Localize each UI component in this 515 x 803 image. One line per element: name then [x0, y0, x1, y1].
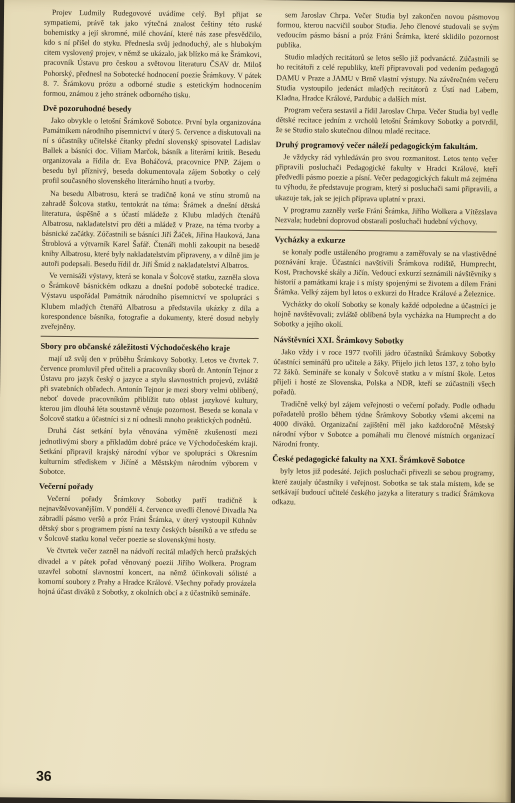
paragraph: Studio mladých recitátorů se letos sešlo již podvanácté. Zúčastnili se ho recitátoři z celé republiky, kteří připravovali pod vedením pedagogů DAMU v Praze a JAMU v Brně vlastní výstupy. Na závěrečném večeru Studia vystoupilo jedenáct mladých recitátorů z Ústí nad Labem, Kladna, Hradce Králové, Pardubic a dalších míst. — [276, 52, 499, 104]
section-divider — [275, 229, 497, 232]
paragraph: Jako vždy i v roce 1977 tvořili jádro účastníků Šrámkovy Sobotky účastníci seminářů pro učitele a žáky. Přijelo jich letos 137, z toho bylo 72 žáků. Semináře se konaly v Šolcově statku a v místní škole. Letos přijeli i hosté ze Slovenska, Polska a NDR, kteří se zúčastnili všech pořadů. — [273, 346, 496, 397]
paragraph: Tradičně velký byl zájem veřejnosti o večerní pořady. Podle odhadu pořadatelů prošlo během týdne Šrámkovy Sobotky všemi akcemi na 4000 diváků. Organizační zajištění měl jako každoročně Městský národní výbor v Sobotce a pomáhali mu členové místních organizací Národní fronty. — [272, 399, 495, 449]
paragraph: Vycházky do okolí Sobotky se konaly každé odpoledne a účastníci je hojně navštěvovali; zvláště oblíbená byla vycházka na Humprecht a do Sobotky a jejího okolí. — [273, 299, 497, 330]
paragraph: sem Jaroslav Chrpa. Večer Studia byl zakončen novou pásmovou formou, kterou nacvičil soubor Studia. Jeho členové studovali se svým vedoucím pásmo básní a próz Fráni Šrámka, které sklidilo pozornost publika. — [276, 10, 500, 50]
section-heading: Druhý programový večer náleží pedagogickým fakultám. — [275, 140, 478, 152]
paragraph: se konaly podle ustáleného programu a zaměřovaly se na vlastivědné poznávání kraje. Účastníci navštívili Šrámkova rodiště, Humprecht, Kost, Prachovské skály a Jičín. Vedoucí exkurzí seznámili návštěvníky s historií a památkami kraje i s místy spojenými se životem a dílem Fráni Šrámka. Velký zájem byl letos o exkurzi do Hradce Králové a Železnice. — [274, 247, 497, 299]
paragraph: V programu zazněly verše Fráni Šrámka, Jiřího Wolkera a Vítězslava Nezvala; hudební doprovod obstarali posluchači hudební výchovy. — [274, 204, 498, 226]
section-heading: Vycházky a exkurze — [274, 234, 346, 245]
paragraph: mají už svůj den v průběhu Šrámkovy Sobotky. Letos ve čtvrtek 7. července promluvil před učiteli a pracovníky sborů dr. Antonín Tejnor z Ústavu pro jazyk český o jazyce a stylu slavnostních projevů, zvláště při svatebních obřadech. Antonín Tejnor je mezi sbory velmi oblíbený, neboť dovede pracovníkům přiblížit tuto oblast jazykové kultury, kterou jim dlouhá léta soustavně věnuje pozornost. Beseda se konala v Šolcově statku a účastníci si z ní odnesli mnoho praktických podnětů. — [39, 353, 259, 426]
paragraph: Ve vernisáži výstavy, která se konala v Šolcově statku, zazněla slova o Šrámkově básnickém odkazu a dnešní podobě sobotecké tradice. Výstavu uspořádal Památník národního písemnictví ve spolupráci s Klubem mladých čtenářů Albatrosu a představila ukázky z díla a korespondence básníka, fotografie a dokumenty, které dosud nebyly zveřejněny. — [40, 271, 260, 331]
paragraph: Jako obvykle o letošní Šrámkově Sobotce. První byla organizována Památníkem národního písemnictví v úterý 5. července a diskutovali na ní s účastníky učitelské čítanky přední slovenský spisovatel Ladislav Ballek a básníci doc. Viliam Marčok, básník a literární kritik. Besedu organizovala a řídila dr. Eva Boháčová, pracovnice PNP. Zájem o besedu byl příznivý, beseda dokumentovala zájem Sobotky o celý profil současného slovenského literárního hnutí a tvorby. — [42, 115, 261, 187]
paragraph: Na besedu Albatrosu, která se tradičně koná ve stínu stromů na zahradě Šolcova statku, tentokrát na téma: Šrámek a dnešní dětská literatura, úspěšně a s účastí mládeže z Klubu mladých čtenářů Albatrosu, nakladatelství pro děti a mládež v Praze, na téma tvorby a básnické začátky. Zúčastnili se básníci Jiří Žáček, Jiřina Hauková, Jana Štroblová a výtvarník Karel Šafář. Čtenáři mohli zakoupit na besedě knihy Albatrosu, které byly nakladatelstvím připraveny, a v dílně jim je autoři podepsali. Besedu řídil dr. Jiří Šmíd z nakladatelství Albatros. — [41, 188, 261, 271]
section-heading: Dvě pozoruhodné besedy — [42, 103, 132, 114]
paragraph: Je vždycky rád vyhledáván pro svou rozmanitost. Letos tento večer připravili posluchači Pedagogické fakulty v Hradci Králové, kteří předvedli pásmo poezie a písní. Večer pedagogických fakult má zejména tu výhodu, že představuje program, který si posluchači sami připravili, a ukazuje tak, jak se jejich příprava uplatní v praxi. — [275, 152, 498, 204]
page-number: 36 — [35, 767, 52, 784]
section-divider — [41, 336, 259, 339]
page-edge-shadow — [505, 3, 515, 803]
paragraph: Projev Ludmily Rudegovové uvádíme celý. Byl přijat se sympatiemi, právě tak jako výtečná znalost češtiny této ruské bohemistky a její skromné, milé chování, které nás zase přesvědčilo, kdo s ní přišel do styku. Přednesla svůj jednoduchý, ale s hlubokým citem vyslovený projev, v němž se ukázalo, jak blízko má ke Šrámkovi, pracovník Ústavu pro českou a světovou literaturu ČSAV dr. Miloš Pohorský, přednesl na Sobotecké hodnocení poezie Šrámkovy. V pátek 8. 7. Šrámkovu prózu a odborné studie s estetickým hodnocením formou, známou z jeho stránek odborného tisku. — [43, 7, 263, 100]
paragraph: Program večera sestavil a řídil Jaroslav Chrpa. Večer Studia byl vedle dětské recitace jedním z vrcholů letošní Šrámkovy Sobotky a potvrdil, že se Studio stalo skutečnou dílnou mladé recitace. — [275, 105, 499, 136]
paragraph: byly letos již podesáté. Jejich posluchači přivezli se sebou programy, které zaujaly účastníky i veřejnost. Sobotka se tak stala místem, kde se setkávají budoucí učitelé českého jazyka a literatury s tradicí Šrámkova odkazu. — [271, 466, 495, 507]
paragraph: Večerní pořady Šrámkovy Sobotky patří tradičně k nejnavštěvovanějším. V pondělí 4. července uvedli členové Divadla Na zábradlí pásmo veršů a próz Fráni Šrámka, v úterý vystoupil Kühnův dětský sbor s programem písní na texty českých básníků a ve středu se v Šolcově statku konal večer poezie se slovenskými hosty. — [38, 493, 257, 545]
section-heading: Sbory pro občanské záležitosti Východočeského kraje — [40, 341, 230, 353]
paragraph: Ve čtvrtek večer zazněl na nádvoří recitál mladých herců pražských divadel a v pátek pořad věnovaný poezii Jiřího Wolkera. Program uzavřel sobotní slavnostní koncert, na němž účinkovali sólisté a komorní soubory z Prahy a Hradce Králové. Všechny pořady provázela hojná účast diváků z Sobotky, z okolních obcí a z účastníků semináře. — [37, 546, 257, 598]
right-column — [272, 10, 499, 511]
section-heading: České pedagogické fakulty na XXI. Šrámkově Sobotce — [272, 454, 465, 466]
left-column — [38, 8, 262, 601]
paragraph: Druhá část setkání byla věnována výměně zkušeností mezi jednotlivými sbory a příkladům dobré práce ve Východočeském kraji. Setkání připravil krajský národní výbor ve spolupráci s Okresním kulturním střediskem v Jičíně a Městským národním výborem v Sobotce. — [39, 426, 258, 476]
section-heading: Návštěvníci XXI. Šrámkovy Sobotky — [273, 334, 404, 346]
section-heading: Večerní pořady — [39, 481, 94, 492]
